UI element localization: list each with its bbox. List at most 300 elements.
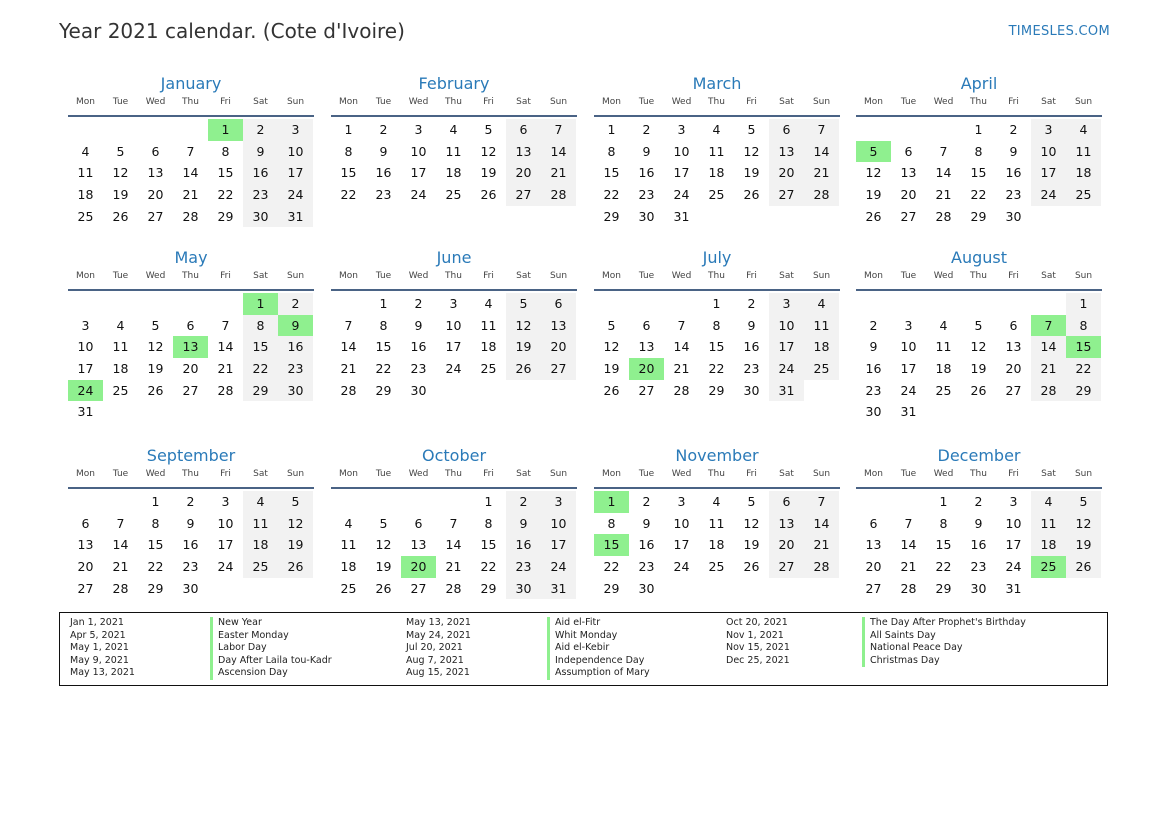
- day-cell: 31: [900, 404, 917, 420]
- holiday-day-cell: 20: [629, 358, 664, 380]
- holiday-date: Nov 15, 2021: [726, 642, 790, 654]
- weekday-label: Mon: [76, 469, 95, 479]
- day-grid: [856, 117, 1102, 227]
- day-cell: 15: [375, 339, 392, 355]
- day-cell: 16: [182, 537, 199, 553]
- day-cell: 9: [186, 515, 195, 531]
- empty-cell: [926, 293, 961, 315]
- day-cell: 8: [607, 143, 616, 159]
- day-cell: 21: [541, 162, 576, 184]
- day-cell: 21: [900, 559, 917, 575]
- legend-name-column: [862, 617, 1026, 667]
- day-cell: 3: [414, 122, 423, 137]
- weekday-label: Mon: [864, 271, 883, 281]
- weekday-label: Thu: [708, 469, 725, 479]
- holiday-name: Ascension Day: [210, 667, 332, 680]
- day-cell: 4: [449, 122, 458, 137]
- empty-cell: [208, 293, 243, 315]
- weekday-label: Tue: [900, 97, 917, 107]
- day-grid: [594, 489, 840, 599]
- holiday-date: Jan 1, 2021: [70, 617, 124, 628]
- weekday-label: Mon: [864, 97, 883, 107]
- day-cell: 30: [410, 382, 427, 398]
- weekday-label: Wed: [933, 469, 954, 479]
- empty-cell: [138, 293, 173, 315]
- weekday-label: Sat: [1041, 469, 1056, 479]
- weekday-label: Fri: [483, 469, 494, 479]
- day-cell: 27: [769, 184, 804, 206]
- day-cell: 2: [379, 122, 388, 137]
- day-cell: 13: [769, 141, 804, 163]
- day-cell: 1: [607, 122, 616, 137]
- weekday-header: [68, 467, 314, 489]
- weekday-label: Mon: [339, 469, 358, 479]
- day-cell: 18: [1066, 162, 1101, 184]
- empty-cell: [173, 119, 208, 141]
- day-cell: 13: [410, 537, 427, 553]
- empty-cell: [103, 293, 138, 315]
- month-name: January: [160, 74, 222, 93]
- day-cell: 7: [804, 491, 839, 513]
- day-cell: 27: [1005, 382, 1022, 398]
- day-cell: 26: [865, 208, 882, 224]
- day-cell: 4: [804, 293, 839, 315]
- day-cell: 9: [642, 515, 651, 531]
- weekday-label: Wed: [408, 271, 429, 281]
- day-cell: 11: [77, 165, 94, 181]
- day-cell: 20: [506, 162, 541, 184]
- day-cell: 12: [375, 537, 392, 553]
- day-cell: 21: [182, 187, 199, 203]
- day-cell: 8: [243, 315, 278, 337]
- day-cell: 26: [743, 559, 760, 575]
- day-cell: 14: [182, 165, 199, 181]
- weekday-header: [68, 269, 314, 291]
- holiday-date: Aug 7, 2021: [406, 654, 464, 666]
- day-cell: 27: [769, 556, 804, 578]
- weekday-label: Fri: [746, 97, 757, 107]
- day-cell: 10: [673, 515, 690, 531]
- day-cell: 18: [77, 187, 94, 203]
- day-cell: 22: [147, 559, 164, 575]
- day-cell: 7: [116, 515, 125, 531]
- day-cell: 27: [865, 580, 882, 596]
- day-cell: 29: [708, 382, 725, 398]
- day-cell: 2: [642, 494, 651, 509]
- weekday-header: [331, 467, 577, 489]
- day-cell: 19: [278, 534, 313, 556]
- day-cell: 30: [970, 580, 987, 596]
- day-cell: 3: [677, 494, 686, 509]
- day-cell: 1: [379, 296, 388, 311]
- day-cell: 13: [541, 315, 576, 337]
- day-cell: 13: [900, 165, 917, 181]
- day-cell: 16: [410, 339, 427, 355]
- day-cell: 29: [1066, 380, 1101, 402]
- day-cell: 3: [81, 317, 90, 333]
- empty-cell: [629, 293, 664, 315]
- day-cell: 12: [147, 339, 164, 355]
- weekday-label: Tue: [375, 271, 392, 281]
- weekday-label: Mon: [76, 271, 95, 281]
- weekday-label: Wed: [145, 271, 166, 281]
- day-cell: 16: [638, 537, 655, 553]
- day-cell: 24: [1005, 559, 1022, 575]
- empty-cell: [891, 119, 926, 141]
- day-cell: 21: [340, 361, 357, 377]
- day-cell: 1: [939, 494, 948, 509]
- empty-cell: [103, 491, 138, 513]
- day-cell: 27: [182, 382, 199, 398]
- day-cell: 1: [151, 494, 160, 509]
- day-cell: 27: [410, 580, 427, 596]
- day-cell: 24: [900, 382, 917, 398]
- day-cell: 12: [506, 315, 541, 337]
- day-cell: 24: [769, 358, 804, 380]
- day-cell: 5: [116, 143, 125, 159]
- weekday-label: Tue: [638, 97, 655, 107]
- day-cell: 13: [77, 537, 94, 553]
- legend-date-column: [406, 617, 471, 680]
- holiday-day-cell: 20: [401, 556, 436, 578]
- day-grid: [856, 489, 1102, 599]
- day-cell: 2: [974, 494, 983, 509]
- day-cell: 22: [970, 187, 987, 203]
- day-cell: 27: [900, 208, 917, 224]
- day-cell: 16: [970, 537, 987, 553]
- day-cell: 26: [147, 382, 164, 398]
- day-cell: 21: [217, 361, 234, 377]
- site-link[interactable]: TIMESLES.COM: [1008, 24, 1110, 39]
- day-cell: 16: [865, 361, 882, 377]
- day-cell: 20: [182, 361, 199, 377]
- day-cell: 4: [243, 491, 278, 513]
- day-cell: 10: [769, 315, 804, 337]
- day-cell: 19: [743, 165, 760, 181]
- day-cell: 31: [77, 404, 94, 420]
- month-may: [68, 247, 314, 423]
- holiday-name: Aid el-Kebir: [547, 642, 650, 655]
- day-cell: 30: [865, 404, 882, 420]
- day-cell: 17: [673, 165, 690, 181]
- day-cell: 5: [1066, 491, 1101, 513]
- holiday-name: Day After Laila tou-Kadr: [210, 655, 332, 668]
- day-cell: 5: [506, 293, 541, 315]
- day-cell: 22: [708, 361, 725, 377]
- day-cell: 14: [340, 339, 357, 355]
- day-cell: 22: [603, 559, 620, 575]
- day-cell: 18: [480, 339, 497, 355]
- day-cell: 7: [186, 143, 195, 159]
- empty-cell: [68, 119, 103, 141]
- holiday-date: Nov 1, 2021: [726, 629, 784, 641]
- month-july: [594, 247, 840, 401]
- day-cell: 1: [1066, 293, 1101, 315]
- day-cell: 21: [445, 559, 462, 575]
- month-june: [331, 247, 577, 401]
- month-february: [331, 73, 577, 206]
- day-cell: 7: [344, 317, 353, 333]
- weekday-label: Thu: [970, 469, 987, 479]
- day-cell: 28: [1031, 380, 1066, 402]
- day-cell: 18: [708, 165, 725, 181]
- month-name: August: [951, 248, 1007, 267]
- day-cell: 8: [974, 143, 983, 159]
- weekday-label: Fri: [220, 469, 231, 479]
- day-cell: 12: [743, 515, 760, 531]
- day-cell: 17: [900, 361, 917, 377]
- weekday-label: Wed: [671, 97, 692, 107]
- holiday-legend: [59, 612, 1108, 686]
- empty-cell: [664, 293, 699, 315]
- day-cell: 2: [1009, 122, 1018, 137]
- empty-cell: [366, 491, 401, 513]
- holiday-date: May 13, 2021: [406, 617, 471, 628]
- day-cell: 13: [147, 165, 164, 181]
- weekday-label: Wed: [671, 271, 692, 281]
- day-cell: 10: [217, 515, 234, 531]
- day-cell: 3: [677, 122, 686, 137]
- day-cell: 22: [480, 559, 497, 575]
- day-cell: 11: [804, 315, 839, 337]
- day-cell: 17: [769, 336, 804, 358]
- day-cell: 19: [970, 361, 987, 377]
- month-name: March: [692, 74, 742, 93]
- holiday-day-cell: 1: [243, 293, 278, 315]
- day-cell: 15: [708, 339, 725, 355]
- day-cell: 28: [112, 580, 129, 596]
- day-cell: 18: [243, 534, 278, 556]
- day-cell: 15: [935, 537, 952, 553]
- weekday-header: [594, 467, 840, 489]
- weekday-label: Sun: [286, 271, 305, 281]
- weekday-label: Thu: [445, 469, 462, 479]
- weekday-label: Fri: [1008, 97, 1019, 107]
- holiday-name: Christmas Day: [862, 655, 1026, 668]
- month-name: July: [702, 248, 732, 267]
- day-cell: 16: [243, 162, 278, 184]
- weekday-label: Fri: [483, 97, 494, 107]
- day-cell: 17: [541, 534, 576, 556]
- day-cell: 4: [1031, 491, 1066, 513]
- day-cell: 16: [278, 336, 313, 358]
- weekday-header: [856, 269, 1102, 291]
- weekday-label: Thu: [445, 97, 462, 107]
- day-cell: 5: [747, 122, 756, 137]
- day-cell: 28: [804, 184, 839, 206]
- day-cell: 8: [221, 143, 230, 159]
- day-cell: 20: [769, 162, 804, 184]
- holiday-date: Aug 15, 2021: [406, 667, 470, 679]
- day-cell: 5: [278, 491, 313, 513]
- day-cell: 21: [804, 534, 839, 556]
- weekday-label: Mon: [339, 271, 358, 281]
- weekday-label: Tue: [375, 97, 392, 107]
- day-cell: 12: [865, 165, 882, 181]
- day-cell: 31: [673, 208, 690, 224]
- day-cell: 12: [970, 339, 987, 355]
- month-name: May: [174, 248, 208, 267]
- weekday-header: [594, 95, 840, 117]
- day-cell: 19: [112, 187, 129, 203]
- day-cell: 5: [747, 494, 756, 509]
- day-cell: 31: [1005, 580, 1022, 596]
- month-name: October: [421, 446, 487, 465]
- day-cell: 5: [379, 515, 388, 531]
- weekday-label: Sun: [1074, 469, 1093, 479]
- weekday-label: Fri: [483, 271, 494, 281]
- month-name: February: [418, 74, 490, 93]
- holiday-name: All Saints Day: [862, 630, 1026, 643]
- day-cell: 6: [414, 515, 423, 531]
- day-cell: 12: [1066, 513, 1101, 535]
- day-cell: 11: [445, 143, 462, 159]
- month-name: November: [675, 446, 759, 465]
- day-cell: 26: [480, 187, 497, 203]
- holiday-date: May 24, 2021: [406, 629, 471, 641]
- day-cell: 22: [1066, 358, 1101, 380]
- day-cell: 10: [673, 143, 690, 159]
- day-cell: 11: [708, 143, 725, 159]
- weekday-label: Wed: [933, 97, 954, 107]
- day-cell: 25: [480, 361, 497, 377]
- day-cell: 30: [1005, 208, 1022, 224]
- day-cell: 19: [603, 361, 620, 377]
- weekday-label: Sat: [253, 271, 268, 281]
- weekday-label: Sun: [1074, 271, 1093, 281]
- day-cell: 30: [243, 206, 278, 228]
- day-cell: 12: [603, 339, 620, 355]
- weekday-label: Tue: [638, 271, 655, 281]
- empty-cell: [856, 119, 891, 141]
- day-cell: 26: [603, 382, 620, 398]
- day-cell: 6: [769, 119, 804, 141]
- weekday-label: Sat: [516, 469, 531, 479]
- day-cell: 14: [804, 141, 839, 163]
- day-cell: 15: [217, 165, 234, 181]
- day-cell: 19: [375, 559, 392, 575]
- day-cell: 14: [112, 537, 129, 553]
- day-cell: 4: [939, 317, 948, 333]
- day-cell: 14: [900, 537, 917, 553]
- month-name: June: [436, 248, 472, 267]
- day-cell: 11: [935, 339, 952, 355]
- weekday-label: Fri: [1008, 469, 1019, 479]
- day-cell: 15: [603, 165, 620, 181]
- day-cell: 23: [638, 187, 655, 203]
- day-cell: 26: [375, 580, 392, 596]
- day-cell: 31: [541, 578, 576, 600]
- day-cell: 27: [147, 208, 164, 224]
- weekday-label: Sun: [812, 469, 831, 479]
- weekday-label: Fri: [220, 271, 231, 281]
- weekday-label: Sun: [812, 97, 831, 107]
- day-cell: 23: [410, 361, 427, 377]
- weekday-label: Fri: [746, 469, 757, 479]
- weekday-label: Thu: [970, 97, 987, 107]
- day-cell: 23: [375, 187, 392, 203]
- day-cell: 22: [243, 358, 278, 380]
- day-grid: [594, 291, 840, 401]
- month-march: [594, 73, 840, 227]
- day-cell: 1: [344, 122, 353, 137]
- day-cell: 19: [1066, 534, 1101, 556]
- day-cell: 24: [410, 187, 427, 203]
- day-cell: 25: [935, 382, 952, 398]
- day-cell: 11: [243, 513, 278, 535]
- weekday-label: Thu: [708, 271, 725, 281]
- month-april: [856, 73, 1102, 227]
- day-cell: 9: [414, 317, 423, 333]
- day-cell: 25: [708, 187, 725, 203]
- day-cell: 23: [182, 559, 199, 575]
- day-cell: 24: [1031, 184, 1066, 206]
- weekday-label: Fri: [1008, 271, 1019, 281]
- day-cell: 17: [217, 537, 234, 553]
- empty-cell: [856, 491, 891, 513]
- day-cell: 11: [708, 515, 725, 531]
- day-cell: 23: [243, 184, 278, 206]
- day-cell: 17: [1005, 537, 1022, 553]
- empty-cell: [594, 293, 629, 315]
- day-grid: [856, 291, 1102, 423]
- holiday-day-cell: 15: [1066, 336, 1101, 358]
- weekday-label: Thu: [182, 469, 199, 479]
- day-cell: 9: [974, 515, 983, 531]
- weekday-header: [331, 95, 577, 117]
- day-cell: 19: [480, 165, 497, 181]
- empty-cell: [926, 119, 961, 141]
- day-cell: 13: [506, 141, 541, 163]
- day-cell: 2: [869, 317, 878, 333]
- weekday-label: Sun: [549, 469, 568, 479]
- day-cell: 18: [340, 559, 357, 575]
- day-cell: 21: [935, 187, 952, 203]
- weekday-label: Sun: [549, 97, 568, 107]
- weekday-header: [68, 95, 314, 117]
- day-cell: 30: [638, 580, 655, 596]
- day-cell: 17: [445, 339, 462, 355]
- empty-cell: [138, 119, 173, 141]
- day-cell: 8: [344, 143, 353, 159]
- weekday-label: Sun: [1074, 97, 1093, 107]
- day-cell: 10: [900, 339, 917, 355]
- day-cell: 23: [865, 382, 882, 398]
- day-grid: [594, 117, 840, 227]
- month-october: [331, 445, 577, 599]
- day-cell: 24: [673, 559, 690, 575]
- holiday-name: Assumption of Mary: [547, 667, 650, 680]
- day-cell: 19: [743, 537, 760, 553]
- day-cell: 29: [147, 580, 164, 596]
- day-cell: 25: [804, 358, 839, 380]
- day-cell: 11: [1066, 141, 1101, 163]
- day-cell: 10: [410, 143, 427, 159]
- day-cell: 13: [638, 339, 655, 355]
- holiday-day-cell: 7: [1031, 315, 1066, 337]
- day-cell: 14: [1031, 336, 1066, 358]
- day-cell: 20: [769, 534, 804, 556]
- empty-cell: [891, 491, 926, 513]
- day-cell: 3: [769, 293, 804, 315]
- weekday-label: Mon: [602, 97, 621, 107]
- legend-name-column: [210, 617, 332, 680]
- day-cell: 11: [112, 339, 129, 355]
- day-cell: 26: [970, 382, 987, 398]
- day-cell: 4: [712, 122, 721, 137]
- weekday-label: Wed: [145, 469, 166, 479]
- weekday-label: Sat: [516, 97, 531, 107]
